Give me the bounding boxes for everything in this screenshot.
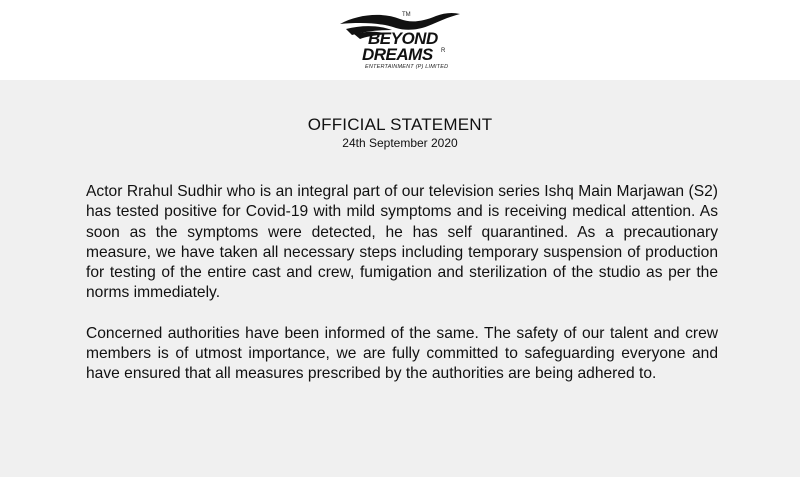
logo-trademark-mark: TM <box>402 12 411 18</box>
statement-heading <box>0 115 800 151</box>
statement-paragraph: Actor Rrahul Sudhir who is an integral part of our television series Ishq Main Marjawan (S2) has tested positive for Covid-19 with mild symptoms and is receiving medical attention. As soon as the symptoms were detected, he has self quarantined. As a precautionary measure, we have taken all necessary steps including temporary suspension of production for testing of the entire cast and crew, fumigation and sterilization of the studio as per the norms immediately. <box>86 183 718 302</box>
logo-word-beyond: BEYOND <box>368 29 438 48</box>
logo-registered-mark: R <box>441 48 446 54</box>
statement-paragraph: Concerned authorities have been informed of the same. The safety of our talent and crew members is of utmost importance, we are fully committed to safeguarding everyone and have ensured that all measures prescribed by the authorities are being adhered to. <box>86 324 718 383</box>
statement-date: 24th September 2020 <box>342 136 458 150</box>
beyond-dreams-logo <box>338 10 462 74</box>
statement-title: OFFICIAL STATEMENT <box>307 115 493 134</box>
logo-company-subline: ENTERTAINMENT (P) LIMITED <box>365 64 449 70</box>
statement-body <box>86 182 718 385</box>
letterhead-header <box>0 0 800 80</box>
logo-word-dreams: DREAMS <box>362 45 433 64</box>
